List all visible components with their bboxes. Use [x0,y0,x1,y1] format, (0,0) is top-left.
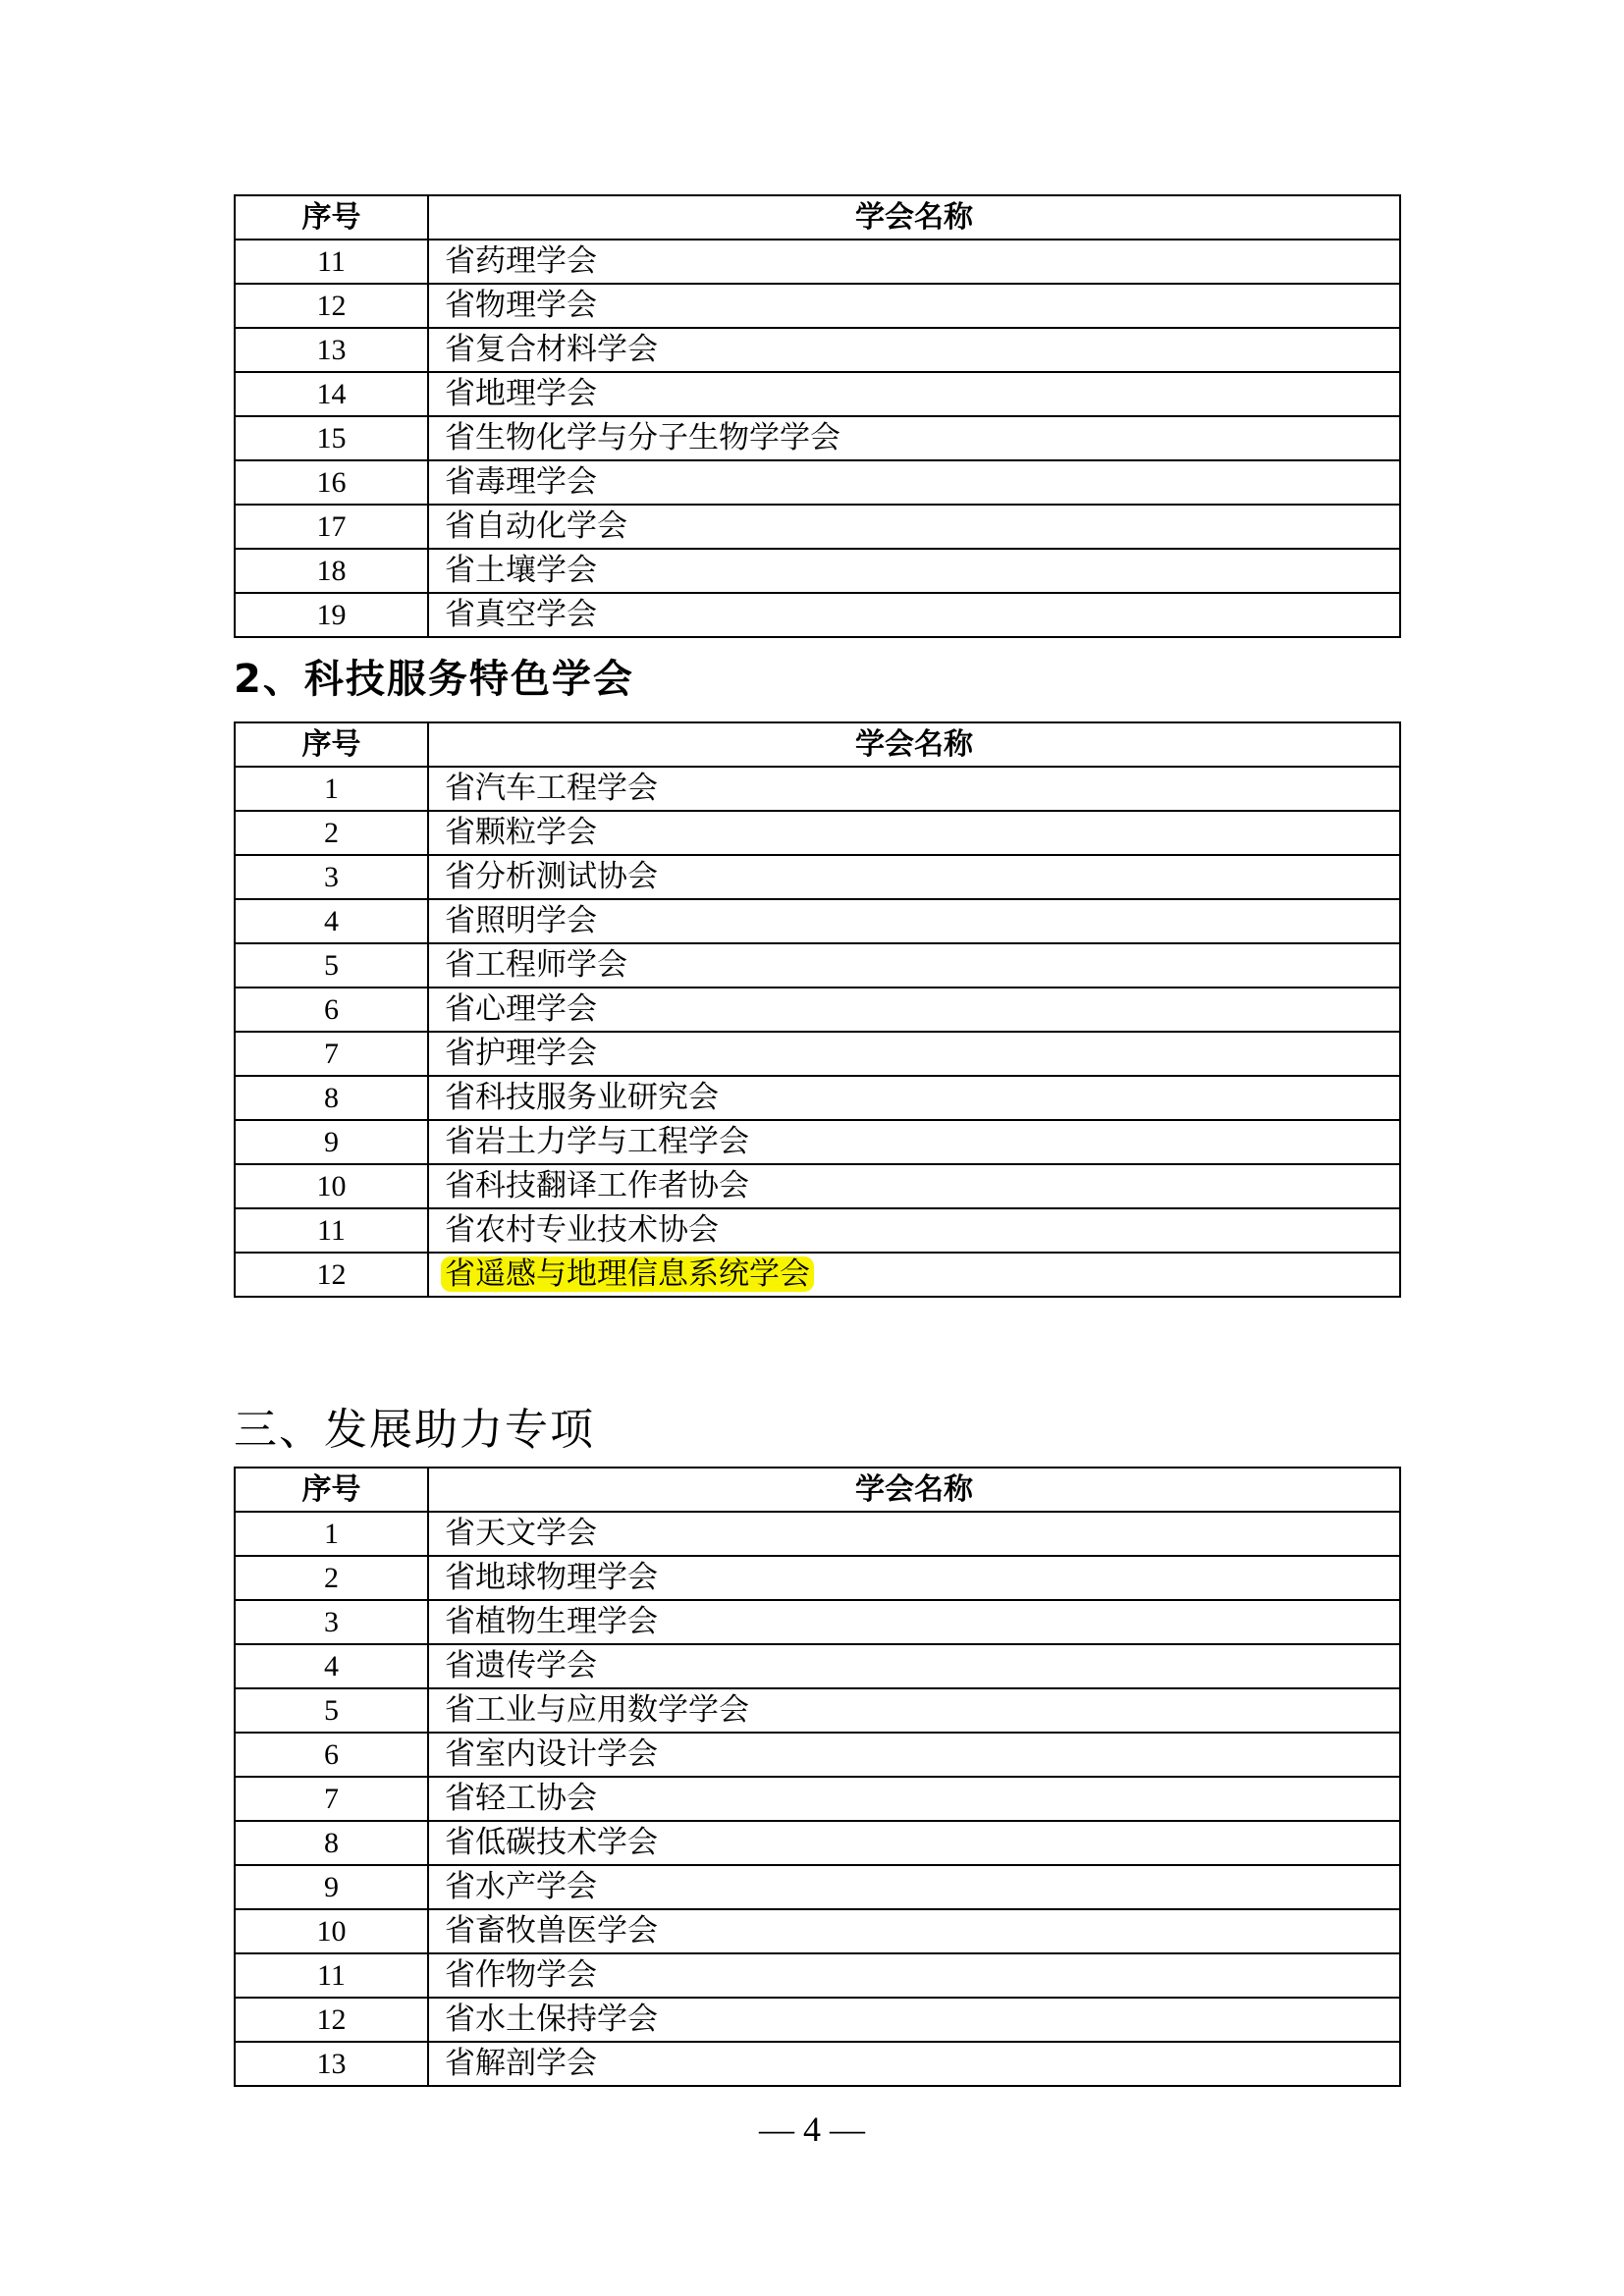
row-name: 省护理学会 [445,1036,597,1071]
table-row [236,1908,1399,1952]
row-name: 省照明学会 [445,903,597,938]
row-name: 省岩土力学与工程学会 [445,1124,749,1159]
row-name: 省植物生理学会 [445,1604,658,1639]
highlighted-society-name: 省遥感与地理信息系统学会 [441,1256,814,1292]
row-no: 11 [236,1954,429,1997]
table-header [236,196,1399,239]
table-row [236,987,1399,1031]
row-no: 3 [236,1601,429,1643]
row-name: 省工程师学会 [445,947,627,983]
table-header [236,723,1399,766]
row-name: 省水土保持学会 [445,2002,658,2037]
row-no: 8 [236,1077,429,1119]
table-row [236,942,1399,987]
header-name: 学会名称 [855,200,973,235]
row-name: 省颗粒学会 [445,815,597,850]
table-row [236,898,1399,942]
row-name: 省地球物理学会 [445,1560,658,1595]
table-row [236,1031,1399,1075]
row-no: 1 [236,768,429,810]
table-society-list-3 [234,1467,1401,2087]
row-no: 6 [236,1734,429,1776]
header-no: 序号 [236,196,429,239]
row-no: 12 [236,285,429,327]
row-name: 省真空学会 [445,597,597,632]
table-row [236,327,1399,371]
row-no: 11 [236,240,429,283]
row-name: 省天文学会 [445,1516,597,1551]
table-row [236,1555,1399,1599]
table-row [236,415,1399,459]
row-no: 5 [236,944,429,987]
row-name: 省解剖学会 [445,2046,597,2081]
row-no: 16 [236,461,429,504]
table-row [236,1252,1399,1296]
table-row [236,1820,1399,1864]
row-no: 1 [236,1513,429,1555]
row-no: 5 [236,1689,429,1732]
row-no: 4 [236,900,429,942]
table-row [236,1952,1399,1997]
table-row [236,1511,1399,1555]
row-name: 省汽车工程学会 [445,771,658,806]
row-no: 15 [236,417,429,459]
row-no: 2 [236,812,429,854]
row-no: 12 [236,1254,429,1296]
table-row [236,371,1399,415]
row-name: 省复合材料学会 [445,332,658,367]
row-name: 省心理学会 [445,991,597,1027]
table-header [236,1468,1399,1511]
header-no: 序号 [236,723,429,766]
header-name: 学会名称 [855,727,973,762]
row-name: 省低碳技术学会 [445,1825,658,1860]
table-row [236,1599,1399,1643]
row-no: 2 [236,1557,429,1599]
row-name: 省毒理学会 [445,464,597,500]
row-no: 13 [236,2043,429,2085]
row-name: 省物理学会 [445,288,597,323]
table-row [236,1075,1399,1119]
row-no: 9 [236,1121,429,1163]
row-no: 9 [236,1866,429,1908]
table-row [236,1163,1399,1207]
table-row [236,1687,1399,1732]
row-no: 11 [236,1209,429,1252]
row-no: 3 [236,856,429,898]
table-society-list-2 [234,721,1401,1298]
row-name: 省农村专业技术协会 [445,1212,719,1248]
table-row [236,1207,1399,1252]
header-no: 序号 [236,1468,429,1511]
row-no: 18 [236,550,429,592]
row-no: 8 [236,1822,429,1864]
section-heading-development-support: 三、发展助力专项 [234,1405,595,1455]
table-row [236,283,1399,327]
section-heading-tech-service: 2、科技服务特色学会 [234,657,634,702]
row-name: 省生物化学与分子生物学学会 [445,420,840,455]
table-row [236,1776,1399,1820]
table-row [236,854,1399,898]
row-name: 省遗传学会 [445,1648,597,1683]
table-row [236,504,1399,548]
table-row [236,766,1399,810]
row-name: 省地理学会 [445,376,597,411]
row-name: 省室内设计学会 [445,1736,658,1772]
row-no: 10 [236,1165,429,1207]
row-name: 省药理学会 [445,243,597,279]
row-no: 10 [236,1910,429,1952]
row-no: 17 [236,506,429,548]
table-row [236,1997,1399,2041]
table-row [236,1643,1399,1687]
row-name: 省轻工协会 [445,1781,597,1816]
header-name: 学会名称 [855,1472,973,1507]
table-row [236,1864,1399,1908]
row-name: 省工业与应用数学学会 [445,1692,749,1728]
table-row [236,592,1399,636]
row-name: 省土壤学会 [445,553,597,588]
table-row [236,239,1399,283]
row-no: 7 [236,1033,429,1075]
table-row [236,459,1399,504]
row-no: 7 [236,1778,429,1820]
row-no: 4 [236,1645,429,1687]
row-name-cell [429,1254,1399,1296]
table-row [236,1119,1399,1163]
row-no: 19 [236,594,429,636]
row-name: 省分析测试协会 [445,859,658,894]
table-row [236,2041,1399,2085]
page-number: — 4 — [759,2109,865,2149]
row-name: 省科技服务业研究会 [445,1080,719,1115]
row-name: 省水产学会 [445,1869,597,1904]
row-name: 省作物学会 [445,1957,597,1993]
table-row [236,1732,1399,1776]
table-row [236,548,1399,592]
table-row [236,810,1399,854]
row-no: 12 [236,1999,429,2041]
row-name: 省畜牧兽医学会 [445,1913,658,1949]
row-name: 省科技翻译工作者协会 [445,1168,749,1203]
row-name: 省自动化学会 [445,508,627,544]
row-no: 6 [236,988,429,1031]
row-no: 13 [236,329,429,371]
table-society-list-1 [234,194,1401,638]
row-no: 14 [236,373,429,415]
